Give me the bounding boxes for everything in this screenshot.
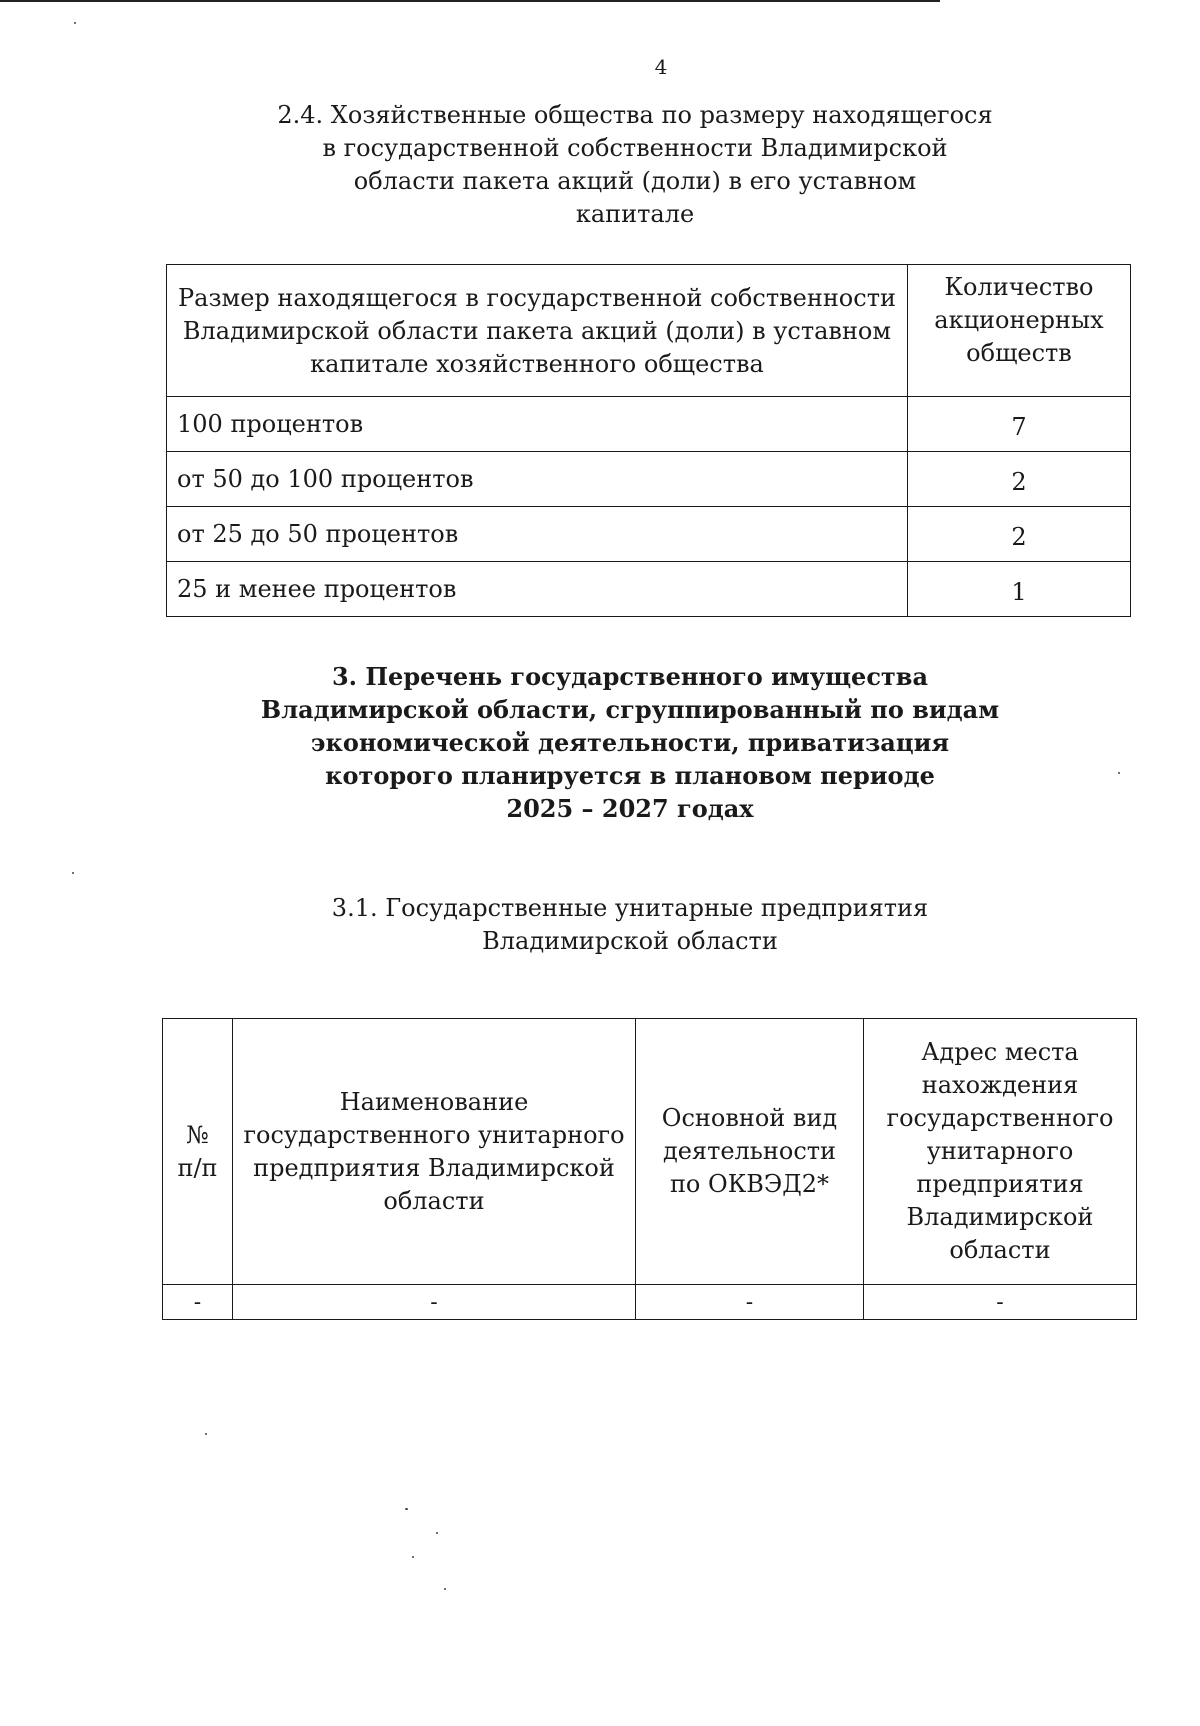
shareholding-table — [166, 264, 1131, 617]
section-2-4-title-line: капитале — [575, 200, 695, 228]
section-3-title — [240, 660, 1020, 825]
section-3-1-title — [320, 892, 940, 958]
header-activity-type — [636, 1019, 864, 1285]
header-line: акционерных — [934, 306, 1104, 334]
header-line: Владимирской — [906, 1203, 1094, 1231]
header-address — [864, 1019, 1137, 1285]
row-label: 25 и менее процентов — [167, 562, 908, 617]
header-line: предприятия Владимирской — [253, 1153, 615, 1182]
header-line: Владимирской области пакета акций (доли) в уставном — [182, 317, 892, 345]
header-line: государственного — [886, 1104, 1114, 1132]
header-line: Адрес места — [921, 1038, 1079, 1066]
row-value: 1 — [908, 562, 1131, 617]
header-line: унитарного — [926, 1137, 1074, 1165]
section-3-title-line: которого планируется в плановом периоде — [325, 761, 935, 790]
scan-speck — [74, 22, 76, 24]
header-line: деятельности — [662, 1137, 837, 1165]
header-line: Количество — [944, 273, 1094, 301]
table-header-row — [167, 265, 1131, 397]
row-value: 7 — [908, 397, 1131, 452]
header-line: нахождения — [921, 1071, 1079, 1099]
section-3-1-title-line: Владимирской области — [482, 927, 778, 955]
row-label: 100 процентов — [167, 397, 908, 452]
scan-border-line — [0, 0, 940, 2]
section-3-title-line: Владимирской области, сгруппированный по видам — [260, 695, 1000, 724]
header-line: Основной вид — [661, 1104, 838, 1132]
header-line: государственного унитарного — [243, 1120, 625, 1149]
header-line: Наименование — [339, 1087, 529, 1116]
header-line: Размер находящегося в государственной собственности — [178, 284, 896, 312]
header-line: капитале хозяйственного общества — [310, 350, 764, 378]
header-company-count — [908, 265, 1131, 397]
row-label: от 25 до 50 процентов — [167, 507, 908, 562]
header-number — [163, 1019, 233, 1285]
section-3-title-line: экономической деятельности, приватизация — [310, 728, 950, 757]
page-number: 4 — [654, 55, 668, 79]
scan-speck — [412, 1556, 414, 1558]
scan-speck — [436, 1532, 438, 1534]
scan-speck — [444, 1588, 446, 1590]
scan-speck — [1118, 772, 1120, 774]
section-3-title-line: 2025 – 2027 годах — [506, 794, 754, 823]
section-2-4-title-line: в государственной собственности Владимирской — [322, 134, 948, 162]
scan-speck — [72, 872, 74, 874]
header-line: № — [186, 1120, 209, 1149]
header-line: обществ — [966, 339, 1072, 367]
header-line: п/п — [177, 1153, 218, 1182]
table-row — [167, 507, 1131, 562]
header-line: предприятия — [916, 1170, 1084, 1198]
row-value: 2 — [908, 452, 1131, 507]
section-3-title-line: 3. Перечень государственного имущества — [331, 662, 929, 691]
cell-enterprise-name: - — [233, 1285, 636, 1320]
header-enterprise-name — [233, 1019, 636, 1285]
section-2-4-title — [260, 99, 1010, 231]
header-line: области — [949, 1236, 1051, 1264]
header-line: области — [383, 1186, 485, 1215]
unitary-enterprises-table — [162, 1018, 1137, 1320]
cell-address: - — [864, 1285, 1137, 1320]
table-row — [167, 397, 1131, 452]
header-share-size — [167, 265, 908, 397]
section-3-1-title-line: 3.1. Государственные унитарные предприятия — [331, 894, 929, 922]
header-line: по ОКВЭД2* — [669, 1170, 830, 1198]
row-label: от 50 до 100 процентов — [167, 452, 908, 507]
section-2-4-title-line: 2.4. Хозяйственные общества по размеру находящегося — [277, 101, 993, 129]
table-row — [167, 562, 1131, 617]
cell-number: - — [163, 1285, 233, 1320]
section-2-4-title-line: области пакета акций (доли) в его уставном — [353, 167, 917, 195]
table-row — [167, 452, 1131, 507]
table-row — [163, 1285, 1137, 1320]
table-header-row — [163, 1019, 1137, 1285]
scan-speck — [205, 1433, 207, 1435]
scan-speck — [405, 1508, 408, 1510]
cell-activity-type: - — [636, 1285, 864, 1320]
row-value: 2 — [908, 507, 1131, 562]
